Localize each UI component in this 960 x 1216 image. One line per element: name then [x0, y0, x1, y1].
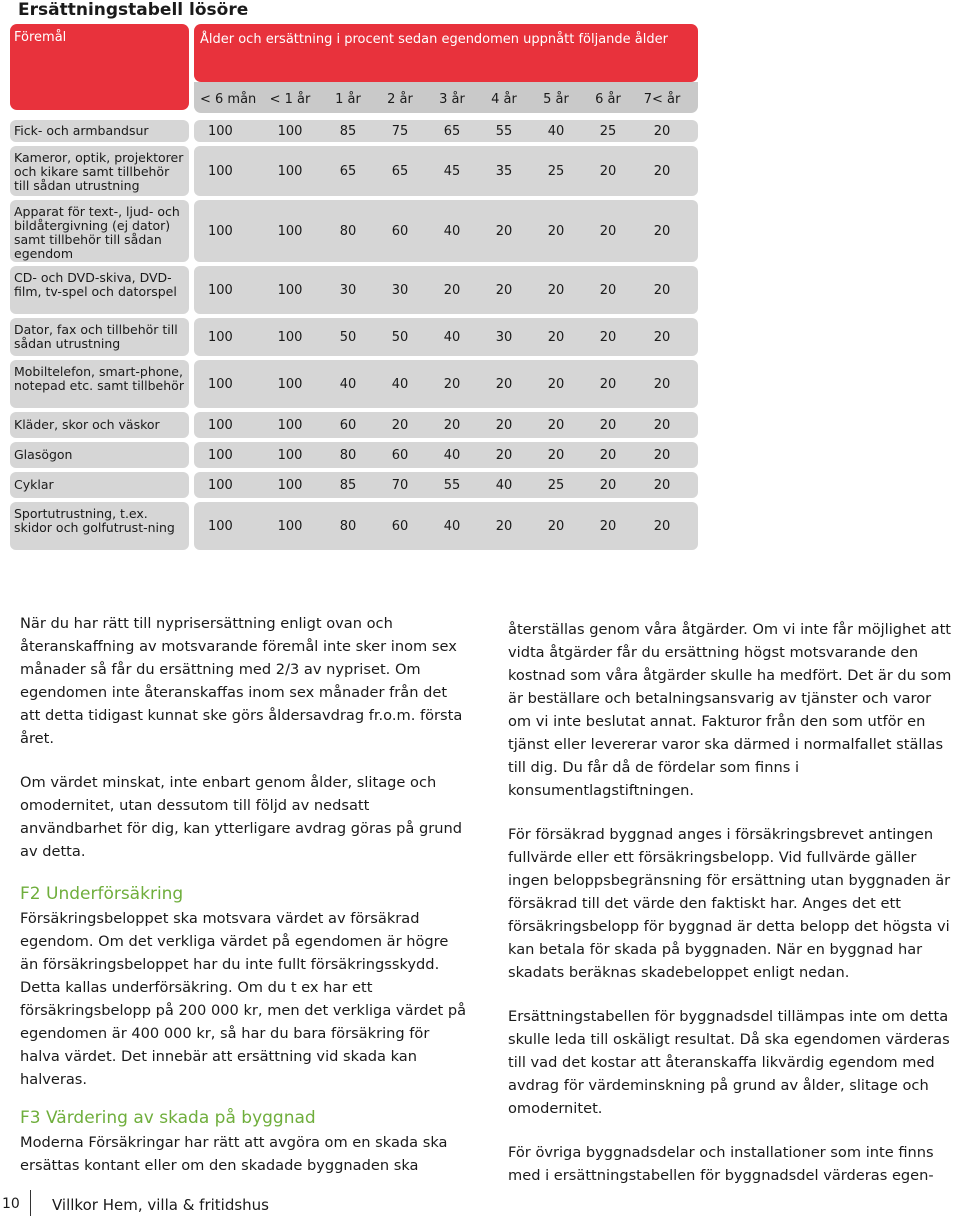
row-label: Kameror, optik, projektorer och kikare samt tillbehör till sådan utrustning [10, 146, 189, 196]
section-heading-f2: F2 Underförsäkring [20, 884, 184, 904]
table-cell: 100 [277, 376, 303, 392]
table-cell: 20 [599, 329, 617, 345]
table-cell: 20 [495, 376, 513, 392]
table-cell: 100 [277, 282, 303, 298]
table-cell: 40 [443, 329, 461, 345]
header-age-title: Ålder och ersättning i procent sedan egendomen uppnått följande ålder [194, 24, 698, 82]
table-cell: 100 [208, 163, 233, 179]
table-cell: 20 [547, 417, 565, 433]
table-cell: 35 [495, 163, 513, 179]
right-text-column [508, 618, 958, 1208]
row-label: Mobiltelefon, smart-phone, notepad etc. samt tillbehör [10, 360, 189, 408]
table-cell: 20 [653, 477, 671, 493]
age-header: 4 år [491, 92, 517, 107]
table-cell: 100 [208, 123, 233, 139]
table-header [10, 24, 698, 116]
paragraph: återställas genom våra åtgärder. Om vi inte får möjlighet att vidta åtgärder får du ersättning högst motsvarande den kostnad som våra åtgärder skulle ha medfört. Det är du som är beställare och betalningsansvarig av tjänster och varor om vi inte beslutat annat. Fakturor från den som utför en tjänst eller levererar varor ska därmed i normalfallet ställas till dig. Du får då de fördelar som finns i konsumentlagstiftningen. [508, 621, 952, 799]
row-label: Glasögon [10, 442, 189, 468]
table-cell: 20 [653, 282, 671, 298]
age-header: < 1 år [269, 92, 311, 107]
table-cell: 25 [599, 123, 617, 139]
page-title: Ersättningstabell lösöre [18, 0, 249, 20]
table-cell: 80 [339, 223, 357, 239]
table-cell: 20 [495, 417, 513, 433]
age-header: 7< år [643, 92, 681, 107]
table-cell: 40 [391, 376, 409, 392]
row-label: Dator, fax och tillbehör till sådan utrustning [10, 318, 189, 356]
table-cell: 100 [208, 376, 233, 392]
table-cell: 60 [391, 518, 409, 534]
table-cell: 100 [208, 518, 233, 534]
row-values [194, 502, 698, 550]
table-cell: 20 [653, 123, 671, 139]
left-text-column [20, 612, 470, 1198]
table-cell: 85 [339, 123, 357, 139]
table-cell: 20 [443, 282, 461, 298]
paragraph: Om värdet minskat, inte enbart genom ålder, slitage och omodernitet, utan dessutom till följd av nedsatt användbarhet för dig, kan ytterligare avdrag göras på grund av detta. [20, 774, 463, 860]
table-cell: 20 [547, 329, 565, 345]
row-values [194, 146, 698, 196]
table-cell: 65 [443, 123, 461, 139]
row-label: CD- och DVD-skiva, DVD-film, tv-spel och datorspel [10, 266, 189, 314]
table-cell: 100 [277, 329, 303, 345]
row-values [194, 120, 698, 142]
table-cell: 75 [391, 123, 409, 139]
table-cell: 20 [547, 282, 565, 298]
table-cell: 100 [208, 447, 233, 463]
age-header: 2 år [387, 92, 413, 107]
header-age-group [194, 24, 698, 116]
table-cell: 20 [599, 376, 617, 392]
table-row [10, 412, 698, 438]
header-item-column: Föremål [10, 24, 189, 110]
table-row [10, 502, 698, 550]
age-header: 6 år [595, 92, 621, 107]
table-cell: 20 [599, 477, 617, 493]
row-values [194, 360, 698, 408]
table-cell: 70 [391, 477, 409, 493]
table-row [10, 266, 698, 314]
table-cell: 20 [391, 417, 409, 433]
age-header: < 6 mån [200, 92, 257, 107]
table-body [10, 120, 698, 550]
table-cell: 50 [391, 329, 409, 345]
table-cell: 65 [391, 163, 409, 179]
table-cell: 25 [547, 477, 565, 493]
table-cell: 20 [653, 447, 671, 463]
table-row [10, 120, 698, 142]
table-cell: 80 [339, 447, 357, 463]
table-cell: 20 [599, 223, 617, 239]
paragraph: För övriga byggnadsdelar och installationer som inte finns med i ersättningstabellen för byggnadsdel värderas egen- [508, 1144, 934, 1184]
age-header-row [194, 82, 698, 113]
table-cell: 20 [653, 376, 671, 392]
table-cell: 55 [495, 123, 513, 139]
table-cell: 100 [277, 163, 303, 179]
table-cell: 40 [547, 123, 565, 139]
table-cell: 20 [599, 163, 617, 179]
page-footer [0, 1190, 400, 1216]
age-header: 5 år [543, 92, 569, 107]
row-label: Cyklar [10, 472, 189, 498]
footer-title: Villkor Hem, villa & fritidshus [52, 1196, 269, 1214]
table-cell: 100 [208, 282, 233, 298]
table-cell: 40 [495, 477, 513, 493]
table-cell: 20 [653, 329, 671, 345]
table-cell: 100 [277, 417, 303, 433]
table-cell: 100 [208, 329, 233, 345]
age-header: 1 år [335, 92, 361, 107]
table-cell: 80 [339, 518, 357, 534]
paragraph: För försäkrad byggnad anges i försäkringsbrevet antingen fullvärde eller ett försäkringsbelopp. Vid fullvärde gäller ingen beloppsbegränsning för ersättning utan byggnaden är försäkrad till det värde den faktiskt har. Anges det ett försäkringsbelopp för byggnad är detta belopp det högsta vi kan betala för skada på byggnaden. När en byggnad har skadats beräknas skadebeloppet enligt nedan. [508, 826, 951, 981]
page-number: 10 [2, 1196, 20, 1212]
table-cell: 20 [653, 518, 671, 534]
row-values [194, 472, 698, 498]
table-cell: 100 [277, 477, 303, 493]
table-cell: 25 [547, 163, 565, 179]
table-cell: 20 [599, 447, 617, 463]
row-values [194, 200, 698, 262]
table-cell: 20 [443, 376, 461, 392]
table-cell: 40 [339, 376, 357, 392]
table-cell: 50 [339, 329, 357, 345]
table-cell: 30 [339, 282, 357, 298]
row-label: Apparat för text-, ljud- och bildåtergivning (ej dator) samt tillbehör till sådan egendom [10, 200, 189, 262]
row-values [194, 266, 698, 314]
table-cell: 100 [277, 447, 303, 463]
table-cell: 20 [547, 447, 565, 463]
table-cell: 20 [653, 417, 671, 433]
table-cell: 60 [391, 223, 409, 239]
table-cell: 20 [495, 282, 513, 298]
table-cell: 30 [495, 329, 513, 345]
table-cell: 20 [547, 223, 565, 239]
table-cell: 100 [208, 477, 233, 493]
table-cell: 20 [495, 223, 513, 239]
table-cell: 20 [653, 223, 671, 239]
row-label: Sportutrustning, t.ex. skidor och golfutrust-ning [10, 502, 189, 550]
table-row [10, 360, 698, 408]
table-row [10, 472, 698, 498]
table-cell: 20 [443, 417, 461, 433]
table-row [10, 318, 698, 356]
table-cell: 20 [599, 417, 617, 433]
table-cell: 60 [339, 417, 357, 433]
table-cell: 40 [443, 518, 461, 534]
table-cell: 20 [599, 518, 617, 534]
table-row [10, 200, 698, 262]
paragraph: Moderna Försäkringar har rätt att avgöra om en skada ska ersättas kontant eller om den skadade byggnaden ska [20, 1134, 448, 1174]
row-values [194, 442, 698, 468]
row-values [194, 318, 698, 356]
age-header: 3 år [439, 92, 465, 107]
table-cell: 20 [653, 163, 671, 179]
table-cell: 100 [208, 417, 233, 433]
table-cell: 30 [391, 282, 409, 298]
table-cell: 20 [547, 518, 565, 534]
paragraph: När du har rätt till nyprisersättning enligt ovan och återanskaffning av motsvarande föremål inte sker inom sex månader så får du ersättning med 2/3 av nypriset. Om egendomen inte återanskaffas inom sex månader från det att detta tidigast kunnat ske görs åldersavdrag fr.o.m. första året. [20, 615, 463, 747]
row-label: Kläder, skor och väskor [10, 412, 189, 438]
table-cell: 100 [277, 223, 303, 239]
table-cell: 40 [443, 447, 461, 463]
table-cell: 55 [443, 477, 461, 493]
table-cell: 40 [443, 223, 461, 239]
table-cell: 85 [339, 477, 357, 493]
table-cell: 20 [495, 518, 513, 534]
paragraph: Ersättningstabellen för byggnadsdel tillämpas inte om detta skulle leda till oskäligt resultat. Då ska egendomen värderas till vad det kostar att återanskaffa likvärdig egendom med avdrag för värdeminskning på grund av ålder, slitage och omodernitet. [508, 1008, 950, 1117]
table-cell: 60 [391, 447, 409, 463]
table-cell: 65 [339, 163, 357, 179]
row-label: Fick- och armbandsur [10, 120, 189, 142]
paragraph: Försäkringsbeloppet ska motsvara värdet av försäkrad egendom. Om det verkliga värdet på egendomen är högre än försäkringsbeloppet har du inte fullt försäkringsskydd. Detta kallas underförsäkring. Om du t ex har ett försäkringsbelopp på 200 000 kr, men det verkliga värdet på egendomen är 400 000 kr, så har du bara försäkring för halva värdet. Det innebär att ersättning vid skada kan halveras. [20, 910, 467, 1088]
table-cell: 100 [208, 223, 233, 239]
table-row [10, 146, 698, 196]
table-row [10, 442, 698, 468]
table-cell: 100 [277, 518, 303, 534]
table-cell: 100 [277, 123, 303, 139]
row-values [194, 412, 698, 438]
table-cell: 20 [495, 447, 513, 463]
footer-divider [30, 1190, 31, 1216]
replacement-table [10, 24, 698, 550]
table-cell: 20 [599, 282, 617, 298]
section-heading-f3: F3 Värdering av skada på byggnad [20, 1108, 316, 1128]
table-cell: 20 [547, 376, 565, 392]
table-cell: 45 [443, 163, 461, 179]
